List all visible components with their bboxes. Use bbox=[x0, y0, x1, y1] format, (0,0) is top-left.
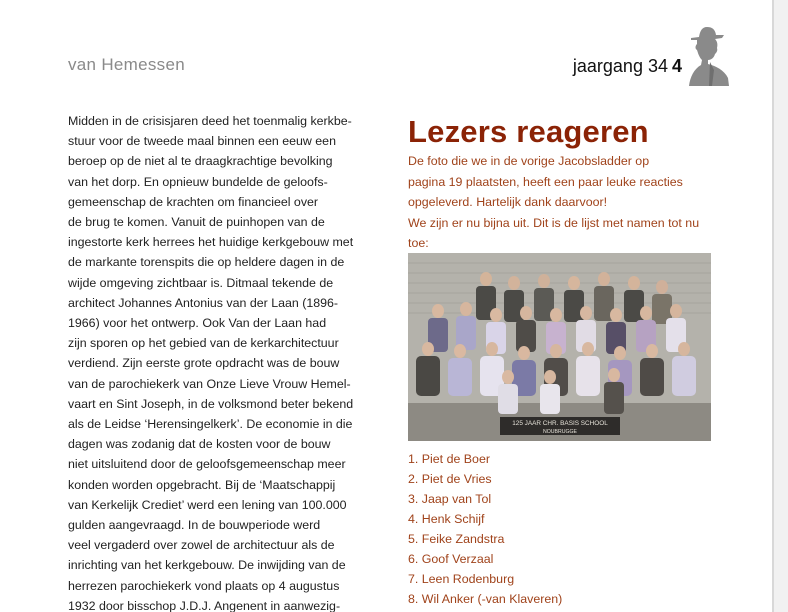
body-line: 1932 door bisschop J.D.J. Angenent in aanwezig- bbox=[68, 598, 341, 612]
body-line: beroep op de niet al te draagkrachtige bevolking bbox=[68, 154, 333, 169]
body-line: gulden aangevraagd. In de bouwperiode werd bbox=[68, 518, 321, 533]
intro-line: De foto die we in de vorige Jacobsladder op bbox=[408, 154, 650, 168]
man-with-hat-silhouette-icon bbox=[684, 20, 730, 86]
section-intro bbox=[408, 151, 723, 254]
name-list-item: 2. Piet de Vries bbox=[408, 472, 492, 486]
header-section-name: van Hemessen bbox=[68, 55, 185, 74]
intro-line: We zijn er nu bijna uit. Dit is de lijst met namen tot nu bbox=[408, 215, 700, 230]
body-line: als de Leidse ‘Herensingelkerk’. De economie in die bbox=[68, 417, 353, 432]
body-line: verdiend. Zijn eerste grote opdracht was de bouw bbox=[68, 356, 340, 371]
article-body bbox=[68, 111, 378, 612]
viewer-gutter bbox=[774, 0, 788, 612]
body-line: dagen was zodanig dat de kosten voor de bouw bbox=[68, 437, 331, 452]
name-list-item: 8. Wil Anker (-van Klaveren) bbox=[408, 592, 563, 606]
intro-line: opgeleverd. Hartelijk dank daarvoor! bbox=[408, 195, 608, 209]
body-line: van de parochiekerk van Onze Lieve Vrouw Hemel- bbox=[68, 376, 351, 391]
body-line: stuur voor de tweede maal binnen een eeuw een bbox=[68, 134, 336, 149]
names-list bbox=[408, 449, 562, 609]
body-line: zijn sporen op het gebied van de kerkarchitectuur bbox=[68, 336, 339, 351]
intro-line: toe: bbox=[408, 236, 429, 250]
body-line: architect Johannes Antonius van der Laan (1896- bbox=[68, 295, 339, 310]
body-line: de brug te komen. Vanuit de puinhopen van de bbox=[68, 215, 325, 230]
page-number: 4 bbox=[671, 56, 682, 76]
name-list-item: 3. Jaap van Tol bbox=[408, 492, 492, 506]
photo-banner-text: 125 JAAR CHR. BASIS SCHOOL bbox=[512, 420, 608, 427]
body-line: herrezen parochiekerk vond plaats op 4 augustus bbox=[68, 578, 340, 593]
body-line: ingestorte kerk herrees het huidige kerkgebouw met bbox=[68, 235, 354, 250]
body-line: inrichting van het kerkgebouw. De inwijding van de bbox=[68, 558, 346, 573]
body-line: gemeenschap de krachten om financieel over bbox=[68, 194, 319, 209]
name-list-item: 6. Goof Verzaal bbox=[408, 552, 494, 566]
body-line: vaart en Sint Joseph, in de volksmond beter bekend bbox=[68, 396, 354, 411]
body-line: wijde omgeving zichtbaar is. Ditmaal tekende de bbox=[68, 275, 334, 290]
body-line: konden worden opgebracht. Bij de ‘Maatschappij bbox=[68, 477, 336, 492]
intro-line: pagina 19 plaatsten, heeft een paar leuke reacties bbox=[408, 174, 683, 189]
section-title: Lezers reageren bbox=[408, 114, 649, 149]
name-list-item: 1. Piet de Boer bbox=[408, 452, 490, 466]
body-line: niet uitsluitend door de geloofsgemeenschap meer bbox=[68, 457, 346, 472]
body-line: de markante torenspits die op heldere dagen in de bbox=[68, 255, 345, 270]
name-list-item: 7. Leen Rodenburg bbox=[408, 572, 515, 586]
photo-banner-subtext: NOUBRUGGE bbox=[542, 429, 578, 435]
header-volume: jaargang 34 bbox=[572, 56, 668, 76]
group-photo bbox=[408, 253, 711, 441]
body-line: 1966) voor het ontwerp. Ook Van der Laan had bbox=[68, 316, 327, 331]
name-list-item: 4. Henk Schijf bbox=[408, 512, 485, 526]
body-line: veel vergaderd over zowel de architectuur als de bbox=[68, 538, 335, 553]
body-line: van Kerkelijk Crediet’ werd een lening van 100.000 bbox=[68, 497, 347, 512]
header-issue bbox=[573, 56, 682, 77]
name-list-item: 5. Feike Zandstra bbox=[408, 532, 505, 546]
body-line: Midden in de crisisjaren deed het toenmalig kerkbe- bbox=[68, 114, 352, 128]
body-line: van het dorp. En opnieuw bundelde de geloofs- bbox=[68, 174, 328, 189]
